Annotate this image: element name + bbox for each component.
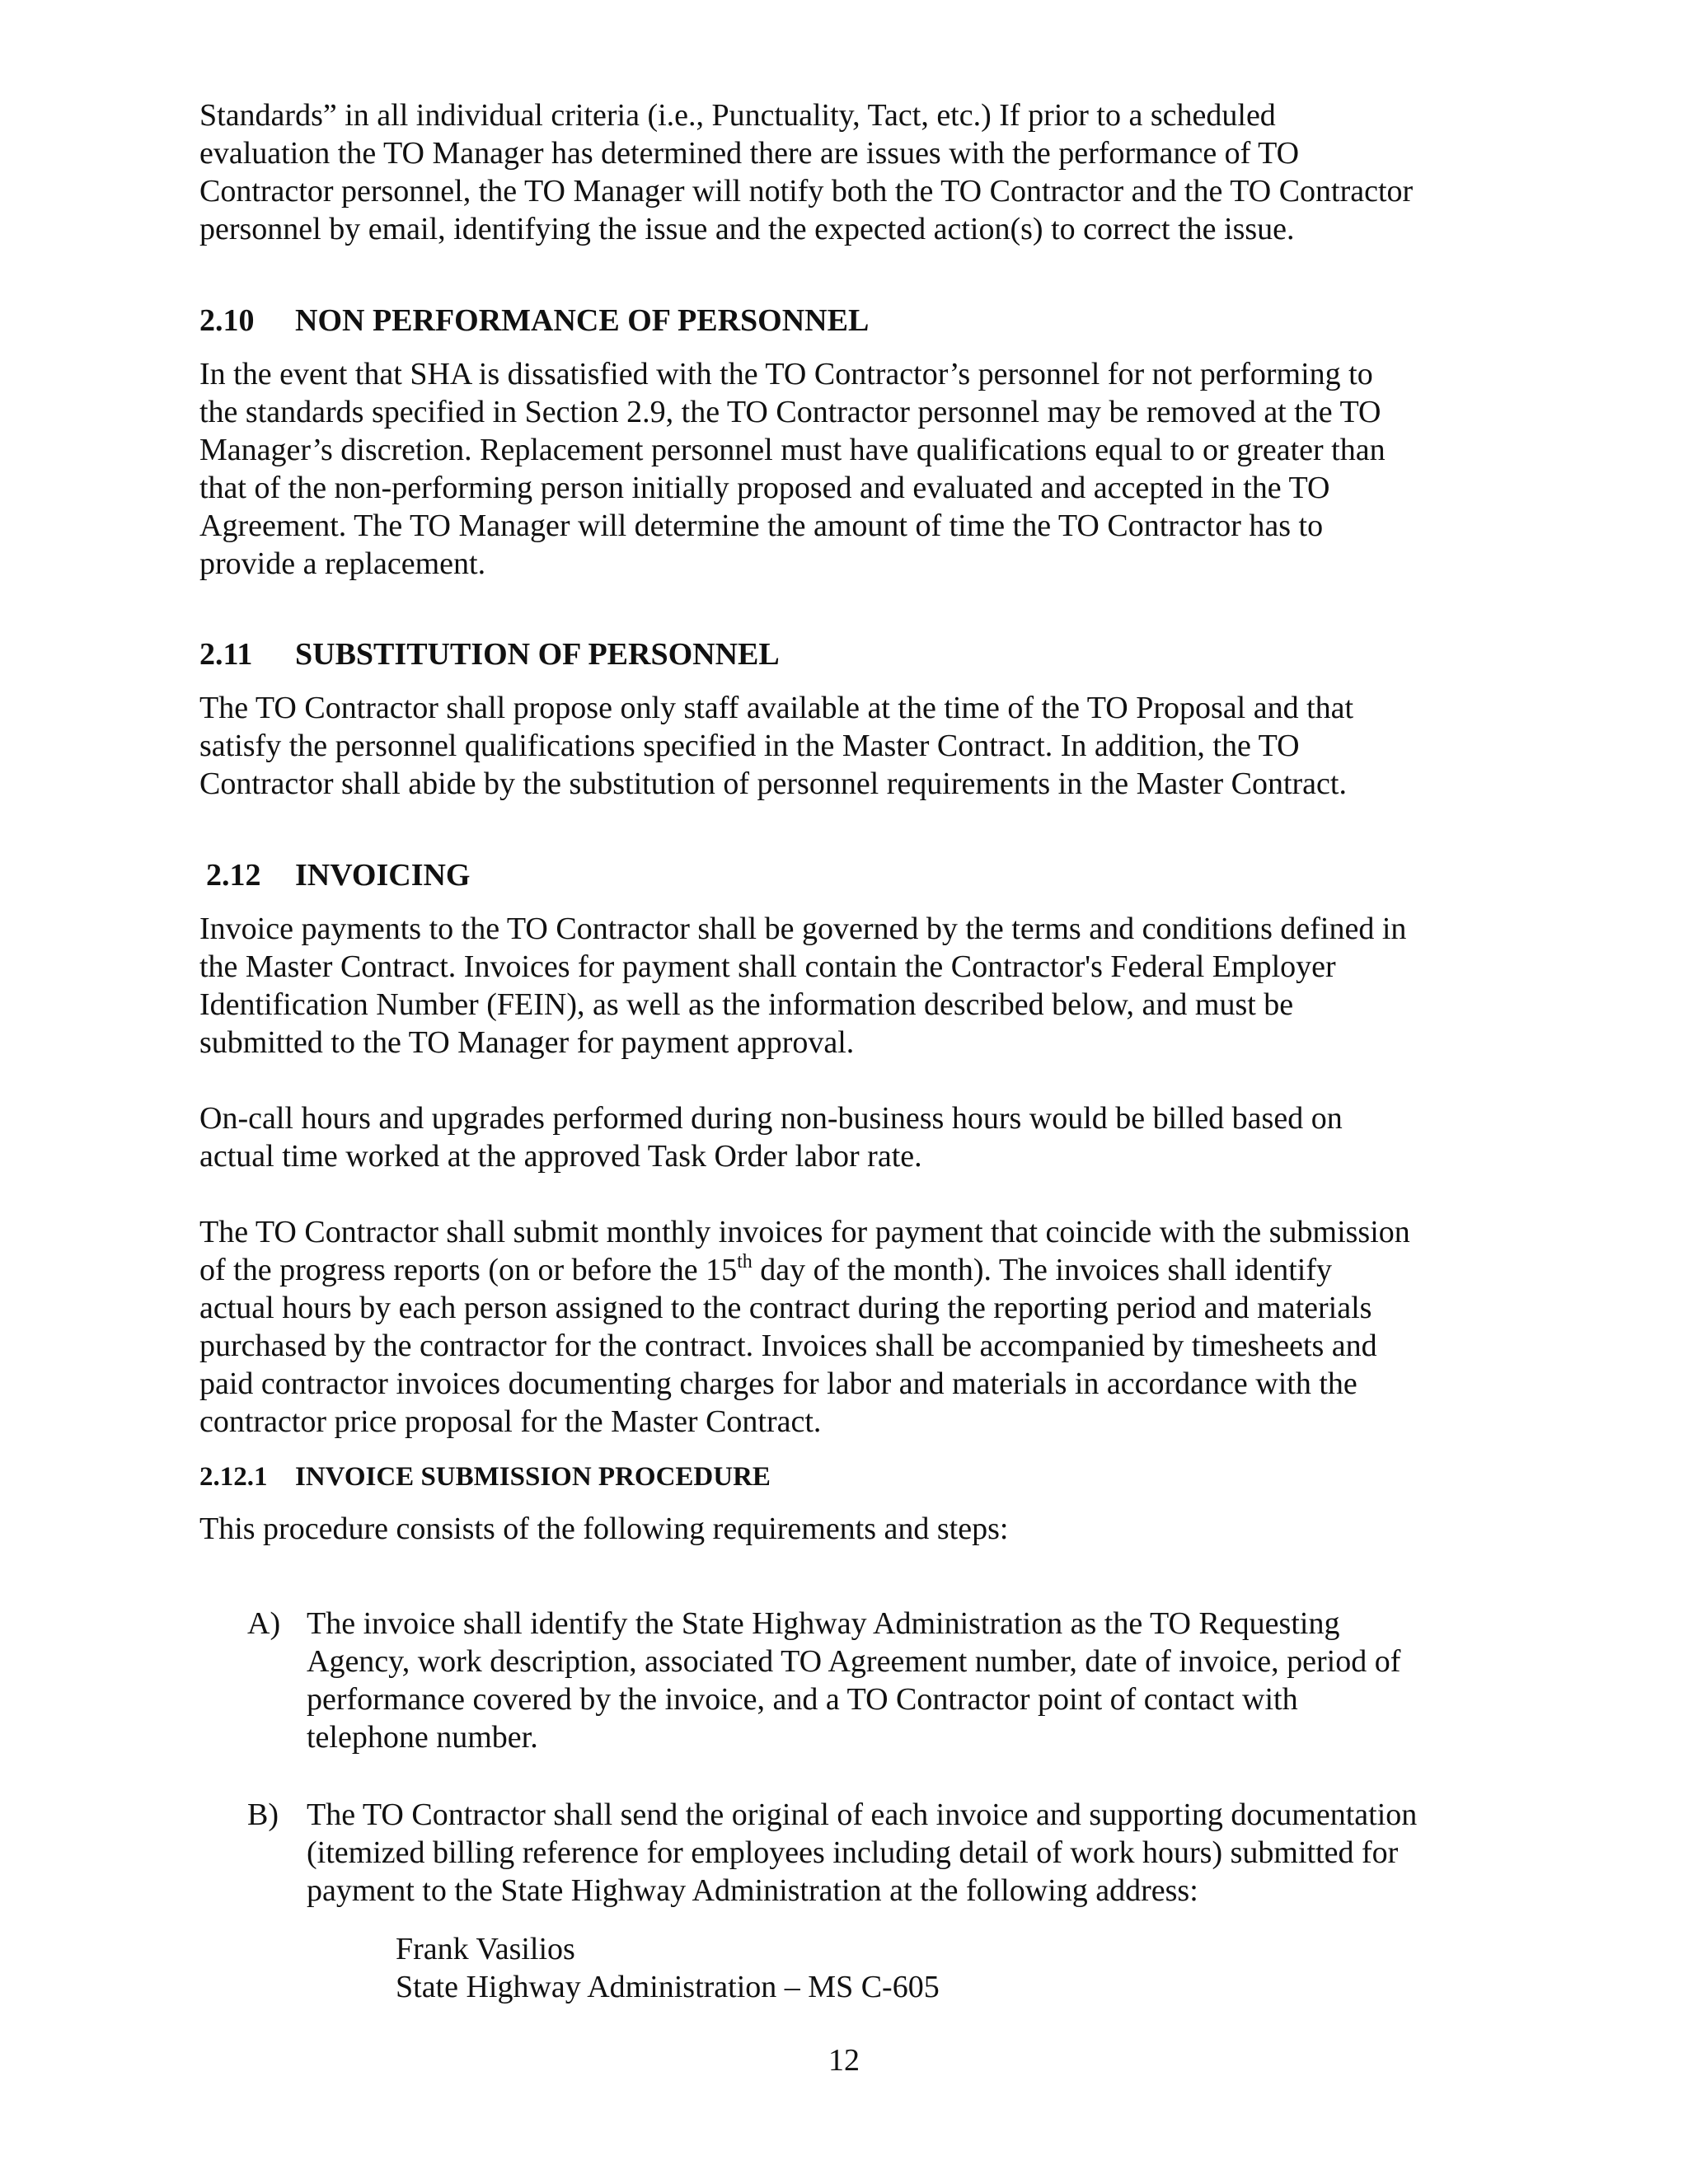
text-line: Invoice payments to the TO Contractor shall be governed by the terms and conditions defined in [199, 912, 1407, 946]
section-heading-2-12-1 [199, 1460, 771, 1493]
section-heading-2-11 [199, 635, 780, 673]
text-line: Standards” in all individual criteria (i.e., Punctuality, Tact, etc.) If prior to a scheduled [199, 98, 1276, 133]
text-line: The TO Contractor shall send the original of each invoice and supporting documentation [307, 1797, 1418, 1832]
section-number: 2.10 [199, 303, 255, 338]
text-line: Agreement. The TO Manager will determine the amount of time the TO Contractor has to [199, 509, 1324, 543]
text-line: satisfy the personnel qualifications specified in the Master Contract. In addition, the TO [199, 729, 1300, 763]
text-line: (itemized billing reference for employees including detail of work hours) submitted for [307, 1835, 1399, 1870]
section-title: SUBSTITUTION OF PERSONNEL [295, 637, 780, 672]
text-line: provide a replacement. [199, 546, 486, 581]
text-segment: day of the month). The invoices shall identify [752, 1253, 1333, 1287]
section-number: 2.11 [199, 637, 253, 672]
text-line: that of the non-performing person initially proposed and evaluated and accepted in the TO [199, 471, 1330, 505]
intro-paragraph [199, 96, 1413, 248]
section-number: 2.12 [206, 858, 261, 893]
text-line: contractor price proposal for the Master Contract. [199, 1404, 822, 1439]
section-2-12-paragraph-2 [199, 1099, 1343, 1175]
section-2-12-paragraph-3 [199, 1213, 1410, 1441]
text-line: personnel by email, identifying the issue and the expected action(s) to correct the issue. [199, 212, 1295, 246]
text-line: Identification Number (FEIN), as well as the information described below, and must be [199, 987, 1294, 1022]
section-number: 2.12.1 [199, 1462, 268, 1492]
list-item-text [307, 1605, 1400, 1756]
list-marker: B) [247, 1797, 279, 1832]
text-line: The TO Contractor shall propose only staff available at the time of the TO Proposal and that [199, 691, 1354, 725]
text-line: Agency, work description, associated TO Agreement number, date of invoice, period of [307, 1644, 1401, 1679]
text-line: the Master Contract. Invoices for payment shall contain the Contractor's Federal Employer [199, 949, 1336, 984]
text-segment: of the progress reports (on or before the 15 [199, 1253, 738, 1287]
text-line: The invoice shall identify the State Highway Administration as the TO Requesting [307, 1606, 1340, 1641]
text-line: Contractor shall abide by the substitution of personnel requirements in the Master Contract. [199, 766, 1347, 801]
section-title: INVOICING [295, 858, 471, 893]
text-line: telephone number. [307, 1720, 538, 1755]
text-line: The TO Contractor shall submit monthly invoices for payment that coincide with the submission [199, 1215, 1410, 1249]
section-title: INVOICE SUBMISSION PROCEDURE [295, 1462, 771, 1492]
section-heading-2-10 [199, 302, 869, 340]
text-line: This procedure consists of the following requirements and steps: [199, 1511, 1009, 1546]
text-line: evaluation the TO Manager has determined there are issues with the performance of TO [199, 136, 1300, 171]
list-marker: A) [247, 1606, 281, 1641]
text-line: In the event that SHA is dissatisfied with the TO Contractor’s personnel for not performing to [199, 357, 1373, 391]
address-line: State Highway Administration – MS C-605 [396, 1970, 940, 2004]
text-line: the standards specified in Section 2.9, the TO Contractor personnel may be removed at the TO [199, 395, 1381, 429]
text-line: On-call hours and upgrades performed during non-business hours would be billed based on [199, 1101, 1343, 1136]
address-line: Frank Vasilios [396, 1932, 575, 1966]
section-2-12-paragraph-1 [199, 910, 1406, 1062]
text-line: actual hours by each person assigned to the contract during the reporting period and materials [199, 1291, 1372, 1325]
text-line [199, 1251, 1410, 1289]
text-line: performance covered by the invoice, and a TO Contractor point of contact with [307, 1682, 1298, 1717]
section-2-11-paragraph [199, 689, 1353, 803]
section-title: NON PERFORMANCE OF PERSONNEL [295, 303, 870, 338]
text-line: Contractor personnel, the TO Manager will notify both the TO Contractor and the TO Contractor [199, 174, 1414, 209]
page-number: 12 [828, 2043, 860, 2078]
text-line: submitted to the TO Manager for payment approval. [199, 1025, 855, 1060]
section-2-12-1-intro [199, 1510, 1008, 1548]
list-item-b [247, 1796, 1500, 1910]
ordinal-superscript: th [737, 1251, 753, 1272]
section-heading-2-12 [206, 856, 471, 894]
text-line: paid contractor invoices documenting charges for labor and materials in accordance with the [199, 1366, 1357, 1401]
text-line: actual time worked at the approved Task Order labor rate. [199, 1139, 922, 1174]
list-item-text [307, 1796, 1417, 1910]
mailing-address [396, 1930, 940, 2006]
text-line: Manager’s discretion. Replacement personnel must have qualifications equal to or greater than [199, 433, 1386, 467]
text-line: purchased by the contractor for the contract. Invoices shall be accompanied by timesheets and [199, 1329, 1377, 1363]
text-line: payment to the State Highway Administration at the following address: [307, 1873, 1198, 1908]
list-item-a [247, 1605, 1500, 1756]
section-2-10-paragraph [199, 355, 1386, 583]
